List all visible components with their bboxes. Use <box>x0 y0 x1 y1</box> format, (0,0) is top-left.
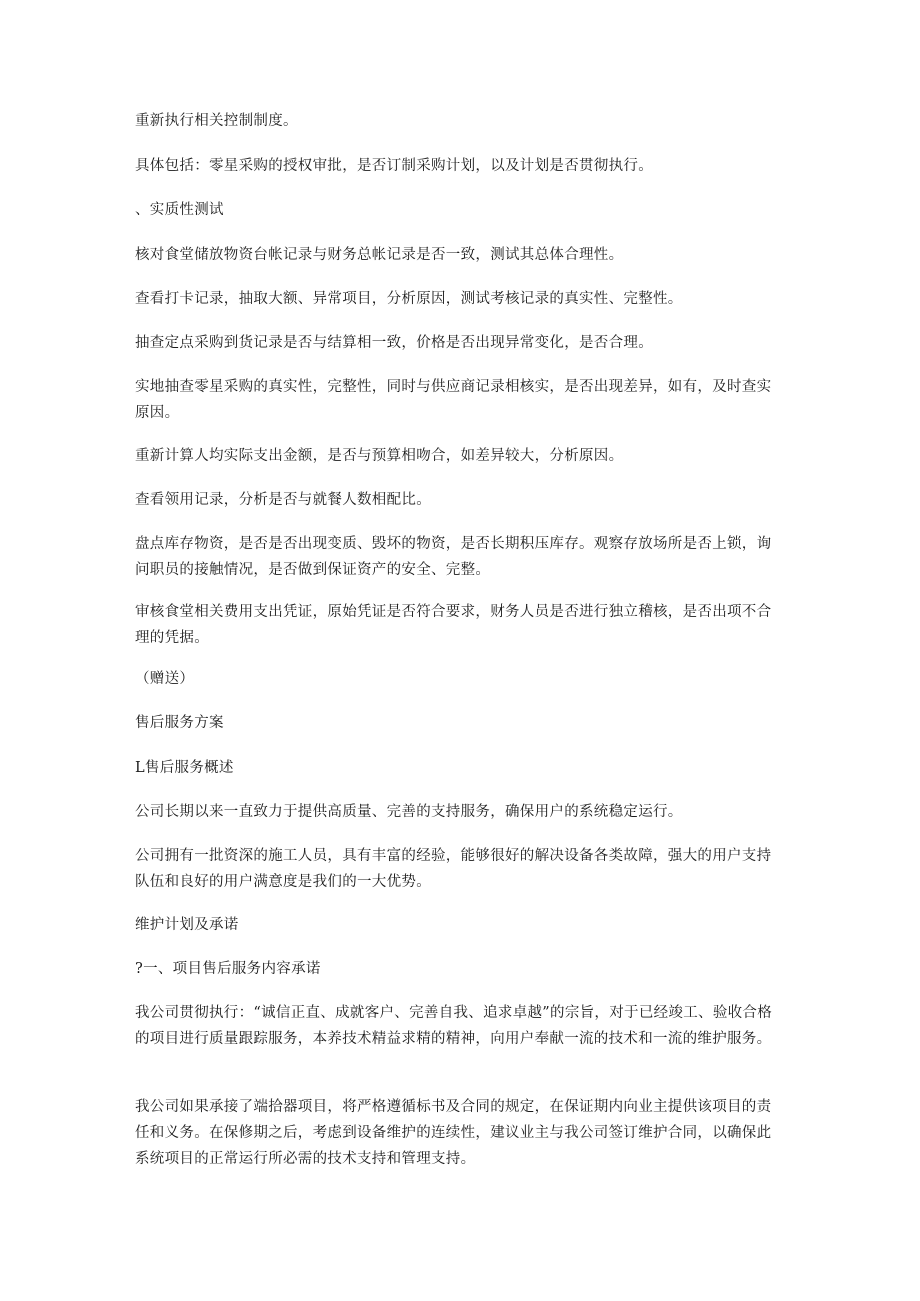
paragraph-16: 公司拥有一批资深的施工人员，具有丰富的经验，能够很好的解决设备各类故障，强大的用户支持队伍和良好的用户满意度是我们的一大优势。 <box>135 848 772 890</box>
paragraph-2: 具体包括：零星采购的授权审批，是否订制采购计划，以及计划是否贯彻执行。 <box>135 158 653 174</box>
section-heading-maintenance-plan: 维护计划及承诺 <box>135 917 239 933</box>
section-heading-substantive-test: 、实质性测试 <box>135 202 224 218</box>
paragraph-7: 实地抽查零星采购的真实性，完整性，同时与供应商记录相核实，是否出现差异，如有，及时查实原因。 <box>135 379 772 421</box>
paragraph-11: 审核食堂相关费用支出凭证，原始凭证是否符合要求，财务人员是否进行独立稽核，是否出项不合理的凭据。 <box>135 604 772 646</box>
paragraph-8: 重新计算人均实际支出金额，是否与预算相吻合，如差异较大，分析原因。 <box>135 448 624 464</box>
paragraph-15: 公司长期以来一直致力于提供高质量、完善的支持服务，确保用户的系统稳定运行。 <box>135 804 683 820</box>
paragraph-6: 抽查定点采购到货记录是否与结算相一致，价格是否出现异常变化，是否合理。 <box>135 335 653 351</box>
paragraph-4: 核对食堂储放物资台帐记录与财务总帐记录是否一致，测试其总体合理性。 <box>135 247 624 263</box>
paragraph-1: 重新执行相关控制制度。 <box>135 113 298 129</box>
gift-note: （赠送） <box>135 671 195 687</box>
paragraph-19: 我公司贯彻执行：“诚信正直、成就客户、完善自我、追求卓越”的宗旨，对于已经竣工、验收合格的项目进行质量跟踪服务，本养技术精益求精的精神，向用户奉献一流的技术和一流的维护服务。 <box>135 1005 773 1047</box>
section-heading-after-sales-plan: 售后服务方案 <box>135 715 224 731</box>
section-heading-service-commitment: ?一、项目售后服务内容承诺 <box>135 961 321 977</box>
paragraph-9: 查看领用记录，分析是否与就餐人数相配比。 <box>135 492 431 508</box>
section-heading-overview: L售后服务概述 <box>135 760 234 776</box>
paragraph-20: 我公司如果承接了端拾器项目，将严格遵循标书及合同的规定，在保证期内向业主提供该项目的责任和义务。在保修期之后，考虑到设备维护的连续性，建议业主与我公司签订维护合同，以确保此系统项目的正常运行所必需的技术支持和管理支持。 <box>135 1099 772 1167</box>
paragraph-5: 查看打卡记录，抽取大额、异常项目，分析原因，测试考核记录的真实性、完整性。 <box>135 291 683 307</box>
paragraph-10: 盘点库存物资，是否是否出现变质、毁坏的物资，是否长期积压库存。观察存放场所是否上锁，询问职员的接触情况，是否做到保证资产的安全、完整。 <box>135 536 772 578</box>
